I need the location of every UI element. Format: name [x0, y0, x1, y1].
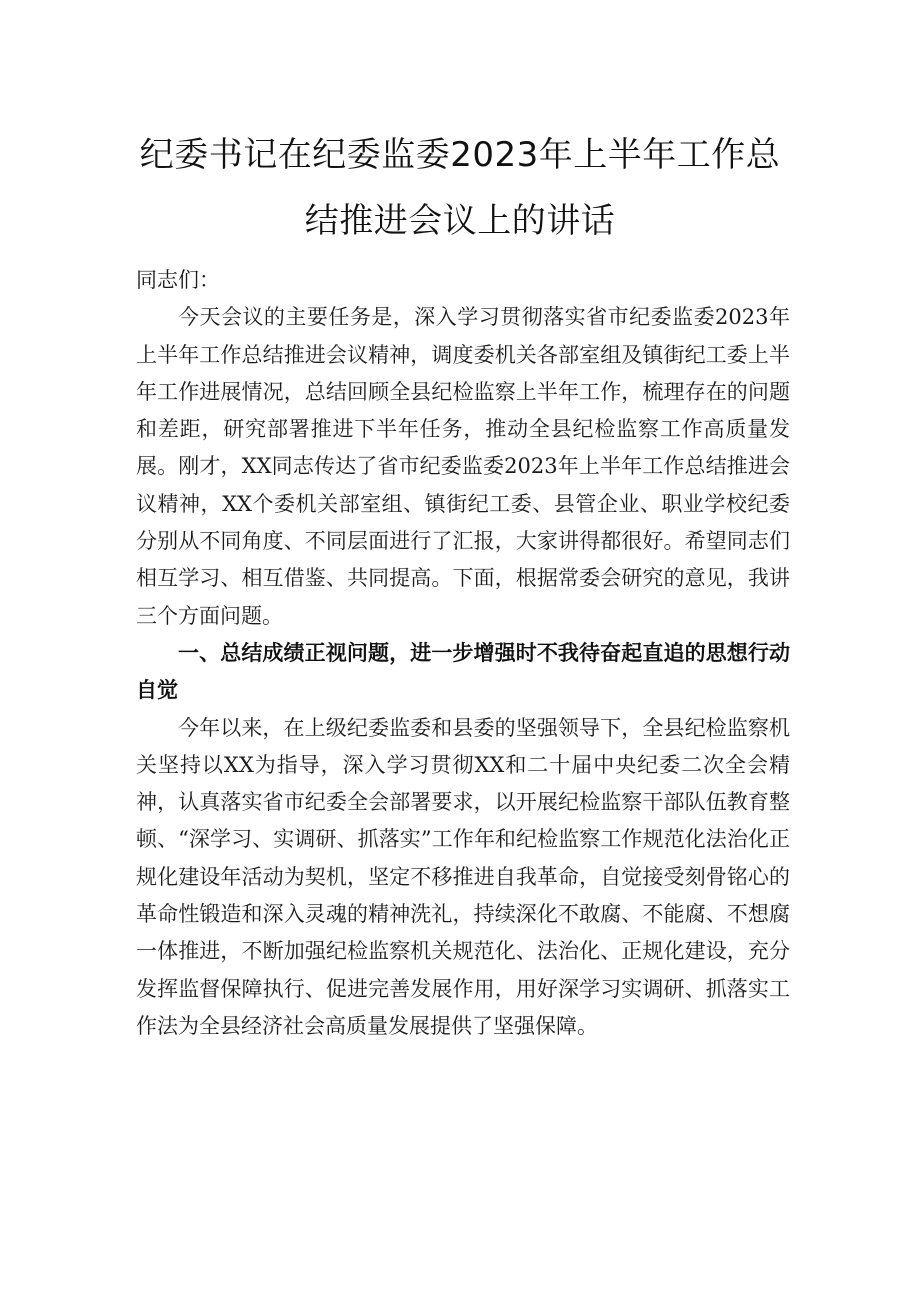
document-title: [0, 122, 920, 254]
title-line-2: 结推进会议上的讲话: [304, 201, 616, 241]
paragraph-intro: 今天会议的主要任务是，深入学习贯彻落实省市纪委监委2023年上半年工作总结推进会议精神，调度委机关各部室组及镇街纪工委上半年工作进展情况，总结回顾全县纪检监察上半年工作，梳理存在的问题和差距，研究部署推进下半年任务，推动全县纪检监察工作高质量发展。刚才，XX同志传达了省市纪委监委2023年上半年工作总结推进会议精神，XX个委机关部室组、镇街纪工委、县管企业、职业学校纪委分别从不同角度、不同层面进行了汇报，大家讲得都很好。希望同志们相互学习、相互借鉴、共同提高。下面，根据常委会研究的意见，我讲三个方面问题。: [136, 305, 790, 628]
greeting: 同志们：: [136, 268, 220, 292]
title-line-1: 纪委书记在纪委监委2023年上半年工作总: [139, 135, 781, 175]
document-body: [136, 262, 790, 1045]
paragraph-section-1: 今年以来，在上级纪委监委和县委的坚强领导下，全县纪检监察机关坚持以XX为指导，深入学习贯彻XX和二十届中央纪委二次全会精神，认真落实省市纪委全会部署要求，以开展纪检监察干部队伍教育整顿、“深学习、实调研、抓落实”工作年和纪检监察工作规范化法治化正规化建设年活动为契机，坚定不移推进自我革命，自觉接受刻骨铭心的革命性锻造和深入灵魂的精神洗礼，持续深化不敢腐、不能腐、不想腐一体推进，不断加强纪检监察机关规范化、法治化、正规化建设，充分发挥监督保障执行、促进完善发展作用，用好深学习实调研、抓落实工作法为全县经济社会高质量发展提供了坚强保障。: [136, 715, 790, 1038]
section-heading-1: 一、总结成绩正视问题，进一步增强时不我待奋起直追的思想行动自觉: [136, 640, 790, 703]
